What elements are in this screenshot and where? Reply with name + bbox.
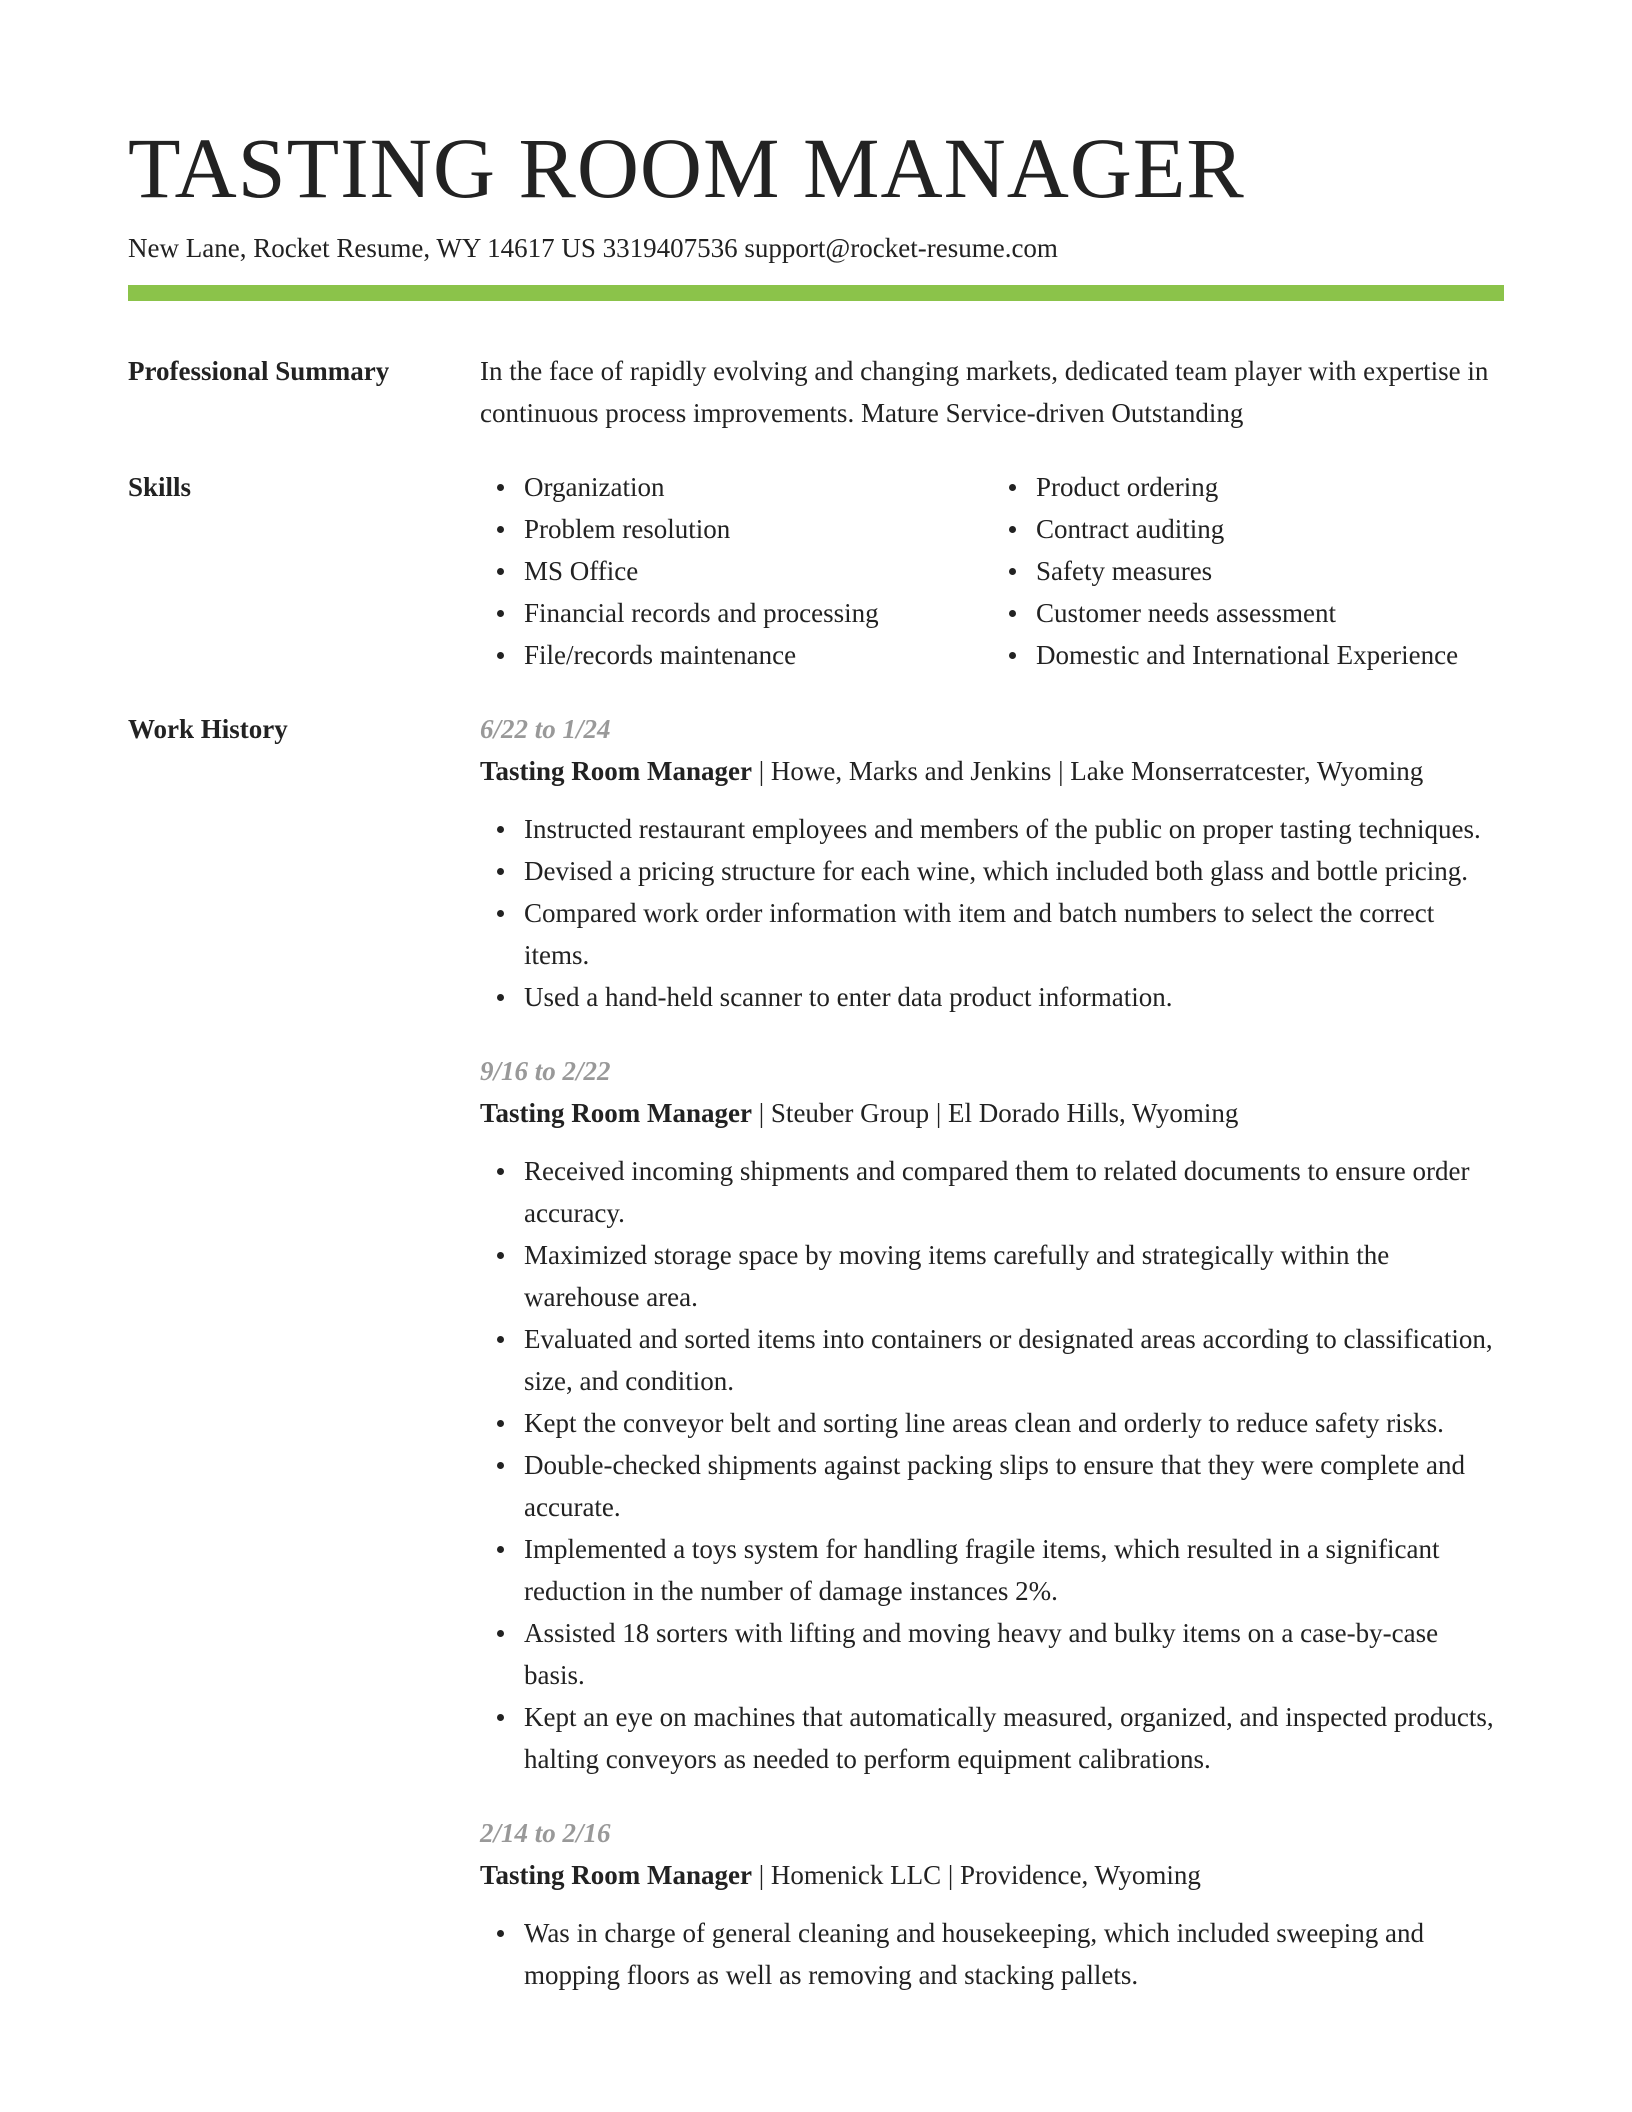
header-divider	[128, 285, 1504, 301]
job-bullet: Devised a pricing structure for each wine, which included both glass and bottle pricing.	[524, 850, 1504, 892]
skill-item: Domestic and International Experience	[1036, 634, 1504, 676]
section-title-work-history: Work History	[128, 714, 288, 744]
skill-item: Organization	[524, 466, 992, 508]
section-title-summary: Professional Summary	[128, 356, 390, 386]
job-dates: 6/22 to 1/24	[480, 714, 611, 744]
skill-item: MS Office	[524, 550, 992, 592]
skill-item: Problem resolution	[524, 508, 992, 550]
job-title: Tasting Room Manager	[480, 756, 753, 786]
job-bullet: Assisted 18 sorters with lifting and moving heavy and bulky items on a case-by-case basis.	[524, 1612, 1504, 1696]
skills-section	[128, 466, 1504, 708]
skills-list-right	[992, 466, 1504, 676]
job-bullet: Kept an eye on machines that automatically measured, organized, and inspected products, halting conveyors as needed to perform equipment calibrations.	[524, 1696, 1504, 1780]
job-heading	[480, 750, 1504, 792]
job-details: | Homenick LLC | Providence, Wyoming	[752, 1860, 1201, 1890]
job-bullet: Implemented a toys system for handling fragile items, which resulted in a significant reduction in the number of damage instances 2%.	[524, 1528, 1504, 1612]
job-title: Tasting Room Manager	[480, 1860, 753, 1890]
job-bullet: Evaluated and sorted items into containers or designated areas according to classification, size, and condition.	[524, 1318, 1504, 1402]
section-title-skills: Skills	[128, 472, 192, 502]
skill-item: Safety measures	[1036, 550, 1504, 592]
job-bullet: Double-checked shipments against packing slips to ensure that they were complete and accurate.	[524, 1444, 1504, 1528]
skill-item: Contract auditing	[1036, 508, 1504, 550]
job-bullets	[480, 1150, 1504, 1780]
resume-name: TASTING ROOM MANAGER	[128, 120, 1245, 216]
job-bullets	[480, 808, 1504, 1018]
job-entry	[480, 1050, 1504, 1780]
job-details: | Steuber Group | El Dorado Hills, Wyoming	[752, 1098, 1239, 1128]
work-history-section	[128, 708, 1504, 2028]
skill-item: Financial records and processing	[524, 592, 992, 634]
job-entry	[480, 708, 1504, 1018]
job-entry	[480, 1812, 1504, 1996]
contact-line: New Lane, Rocket Resume, WY 14617 US 3319407536 support@rocket-resume.com	[128, 233, 1058, 263]
job-heading	[480, 1092, 1504, 1134]
job-bullet: Used a hand-held scanner to enter data product information.	[524, 976, 1504, 1018]
resume-content	[128, 350, 1504, 2028]
job-heading	[480, 1854, 1504, 1896]
job-bullet: Maximized storage space by moving items carefully and strategically within the warehouse area.	[524, 1234, 1504, 1318]
job-bullet: Received incoming shipments and compared them to related documents to ensure order accuracy.	[524, 1150, 1504, 1234]
job-bullet: Instructed restaurant employees and members of the public on proper tasting techniques.	[524, 808, 1504, 850]
skill-item: File/records maintenance	[524, 634, 992, 676]
skill-item: Product ordering	[1036, 466, 1504, 508]
job-bullet: Was in charge of general cleaning and housekeeping, which included sweeping and mopping floors as well as removing and stacking pallets.	[524, 1912, 1504, 1996]
job-dates: 9/16 to 2/22	[480, 1056, 611, 1086]
job-bullet: Compared work order information with item and batch numbers to select the correct items.	[524, 892, 1504, 976]
summary-text: In the face of rapidly evolving and changing markets, dedicated team player with expertise in continuous process improvements. Mature Service-driven Outstanding	[480, 356, 1489, 428]
job-title: Tasting Room Manager	[480, 1098, 753, 1128]
job-bullet: Kept the conveyor belt and sorting line areas clean and orderly to reduce safety risks.	[524, 1402, 1504, 1444]
skill-item: Customer needs assessment	[1036, 592, 1504, 634]
job-bullets	[480, 1912, 1504, 1996]
job-details: | Howe, Marks and Jenkins | Lake Monserratcester, Wyoming	[752, 756, 1424, 786]
skills-list-left	[480, 466, 992, 676]
summary-section	[128, 350, 1504, 466]
job-dates: 2/14 to 2/16	[480, 1818, 611, 1848]
